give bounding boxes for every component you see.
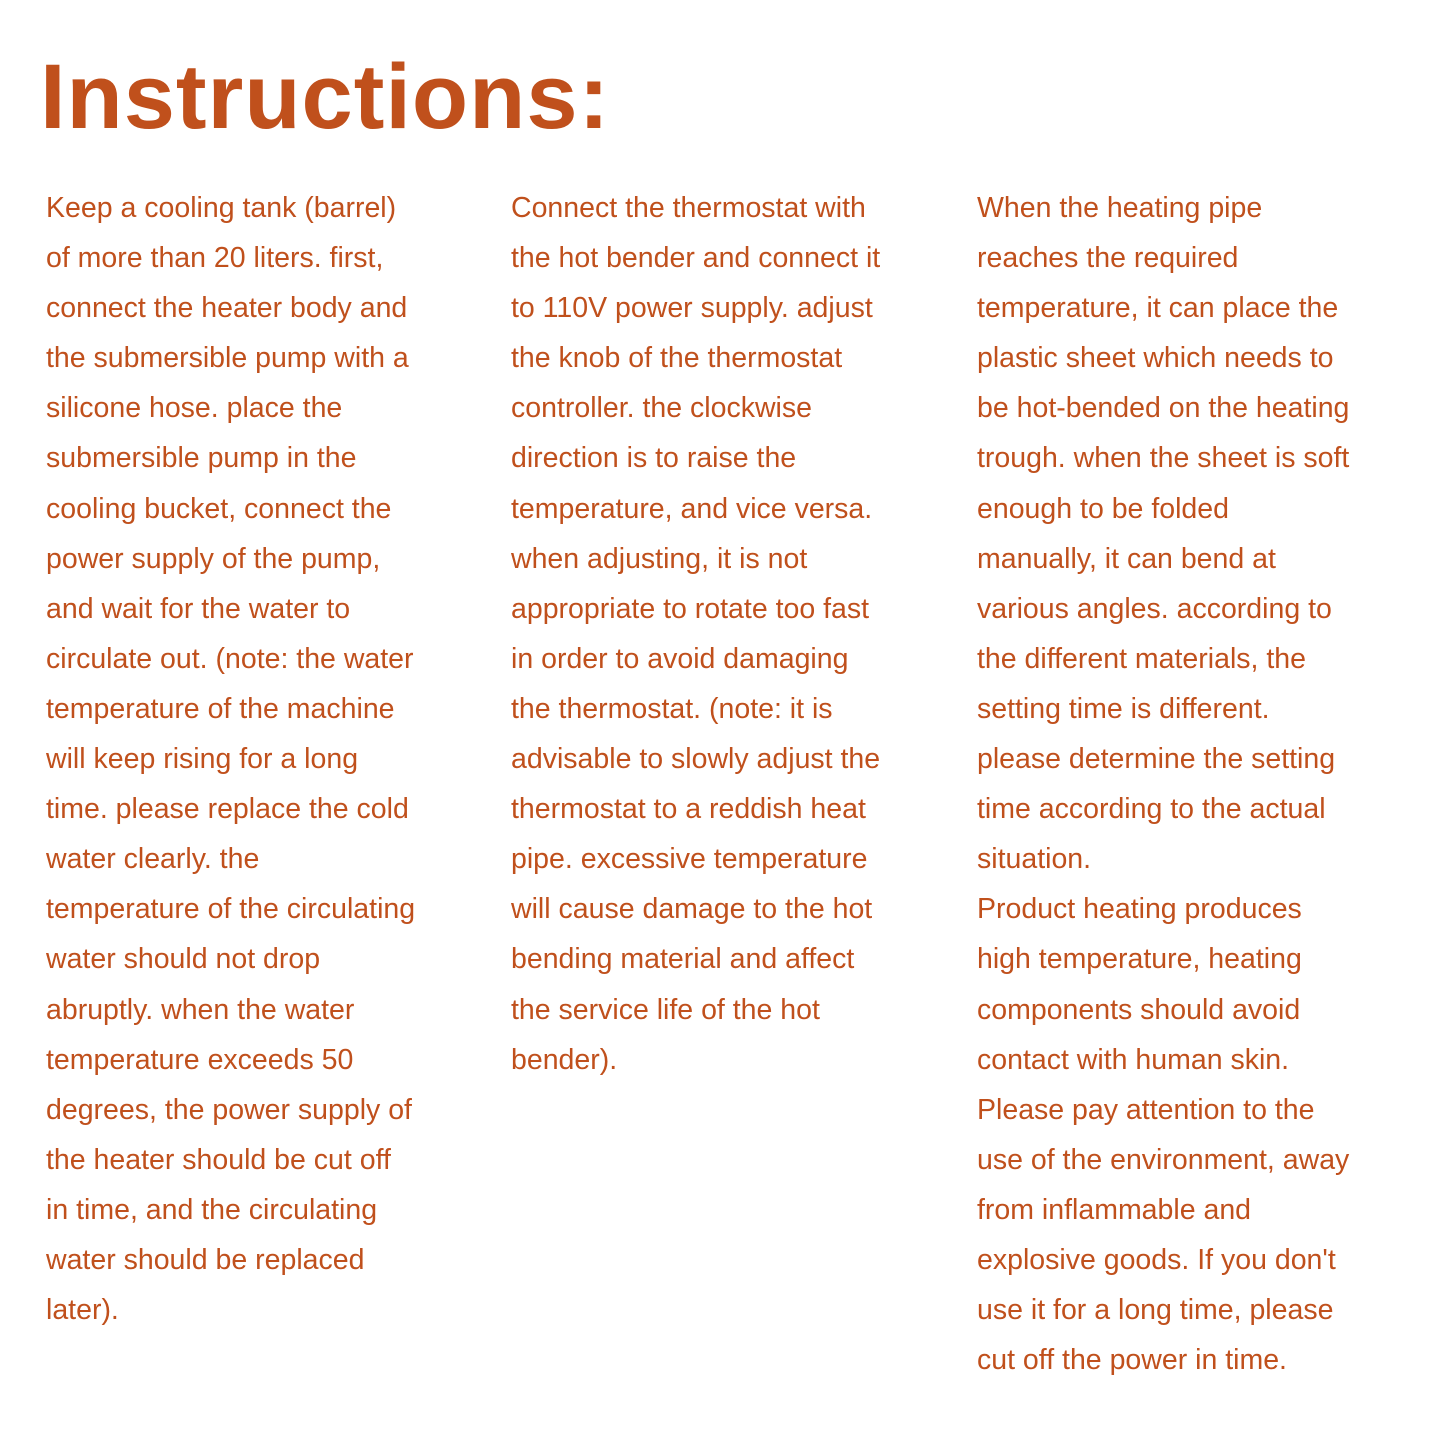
instruction-line: and wait for the water to xyxy=(46,592,351,625)
instruction-line: thermostat to a reddish heat xyxy=(511,793,866,826)
page-title: Instructions: xyxy=(40,46,611,148)
instruction-line: temperature of the circulating xyxy=(46,893,416,926)
instruction-line: cooling bucket, connect the xyxy=(46,492,392,525)
instruction-line: When the heating pipe xyxy=(977,192,1263,224)
instruction-line: contact with human skin. xyxy=(977,1043,1290,1076)
instruction-line: the heater should be cut off xyxy=(46,1143,391,1176)
instruction-line: Keep a cooling tank (barrel) xyxy=(46,192,397,224)
instruction-line: cut off the power in time. xyxy=(977,1344,1287,1377)
instruction-line: trough. when the sheet is soft xyxy=(977,442,1350,475)
instruction-line: reaches the required xyxy=(977,242,1239,275)
instruction-line: the service life of the hot xyxy=(511,993,820,1026)
instruction-line: circulate out. (note: the water xyxy=(46,642,414,675)
instruction-column-3 xyxy=(977,183,1417,1385)
instruction-line: will cause damage to the hot xyxy=(511,893,873,926)
instruction-line: temperature, and vice versa. xyxy=(511,492,873,525)
instruction-line: please determine the setting xyxy=(977,743,1336,776)
instruction-line: temperature of the machine xyxy=(46,692,395,725)
instruction-line: use it for a long time, please xyxy=(977,1294,1334,1327)
instruction-line: enough to be folded xyxy=(977,492,1229,525)
instruction-line: time. please replace the cold xyxy=(46,793,409,826)
instruction-line: the submersible pump with a xyxy=(46,342,409,375)
instruction-line: submersible pump in the xyxy=(46,442,357,475)
instruction-line: explosive goods. If you don't xyxy=(977,1243,1336,1276)
instruction-column-1 xyxy=(46,183,476,1335)
instruction-line: various angles. according to xyxy=(977,592,1332,625)
instruction-line: be hot-bended on the heating xyxy=(977,392,1350,425)
instruction-line: connect the heater body and xyxy=(46,292,408,325)
instruction-line: in time, and the circulating xyxy=(46,1193,378,1226)
instruction-line: water clearly. the xyxy=(46,843,260,876)
instruction-line: to 110V power supply. adjust xyxy=(511,292,873,325)
instruction-line: components should avoid xyxy=(977,993,1301,1026)
instruction-line: water should be replaced xyxy=(46,1243,365,1276)
instruction-line: the hot bender and connect it xyxy=(511,242,881,275)
instruction-line: controller. the clockwise xyxy=(511,392,812,425)
instruction-line: setting time is different. xyxy=(977,692,1270,725)
instruction-line: when adjusting, it is not xyxy=(511,542,808,575)
instruction-line: bender). xyxy=(511,1043,618,1076)
instruction-line: later). xyxy=(46,1294,119,1327)
instruction-line: water should not drop xyxy=(46,943,321,976)
instruction-line: power supply of the pump, xyxy=(46,542,381,575)
instruction-line: Please pay attention to the xyxy=(977,1093,1315,1126)
instruction-line: the knob of the thermostat xyxy=(511,342,843,375)
instruction-line: manually, it can bend at xyxy=(977,542,1276,575)
instruction-line: situation. xyxy=(977,843,1092,876)
instruction-line: Connect the thermostat with xyxy=(511,192,866,224)
instruction-line: plastic sheet which needs to xyxy=(977,342,1334,375)
instruction-line: silicone hose. place the xyxy=(46,392,343,425)
instruction-line: appropriate to rotate too fast xyxy=(511,592,870,625)
instruction-line: from inflammable and xyxy=(977,1193,1252,1226)
instruction-line: Product heating produces xyxy=(977,893,1302,926)
instruction-line: advisable to slowly adjust the xyxy=(511,743,881,776)
instruction-line: will keep rising for a long xyxy=(46,743,359,776)
instruction-line: high temperature, heating xyxy=(977,943,1302,976)
instruction-line: of more than 20 liters. first, xyxy=(46,242,384,275)
instruction-line: abruptly. when the water xyxy=(46,993,355,1026)
instruction-line: degrees, the power supply of xyxy=(46,1093,412,1126)
instruction-line: the thermostat. (note: it is xyxy=(511,692,833,725)
instruction-line: the different materials, the xyxy=(977,642,1306,675)
instruction-line: in order to avoid damaging xyxy=(511,642,849,675)
instruction-line: temperature exceeds 50 xyxy=(46,1043,354,1076)
instruction-line: temperature, it can place the xyxy=(977,292,1339,325)
instruction-column-2 xyxy=(511,183,941,1085)
instruction-line: use of the environment, away xyxy=(977,1143,1350,1176)
instruction-line: pipe. excessive temperature xyxy=(511,843,868,876)
instruction-line: time according to the actual xyxy=(977,793,1326,826)
instruction-line: direction is to raise the xyxy=(511,442,797,475)
instruction-line: bending material and affect xyxy=(511,943,855,976)
